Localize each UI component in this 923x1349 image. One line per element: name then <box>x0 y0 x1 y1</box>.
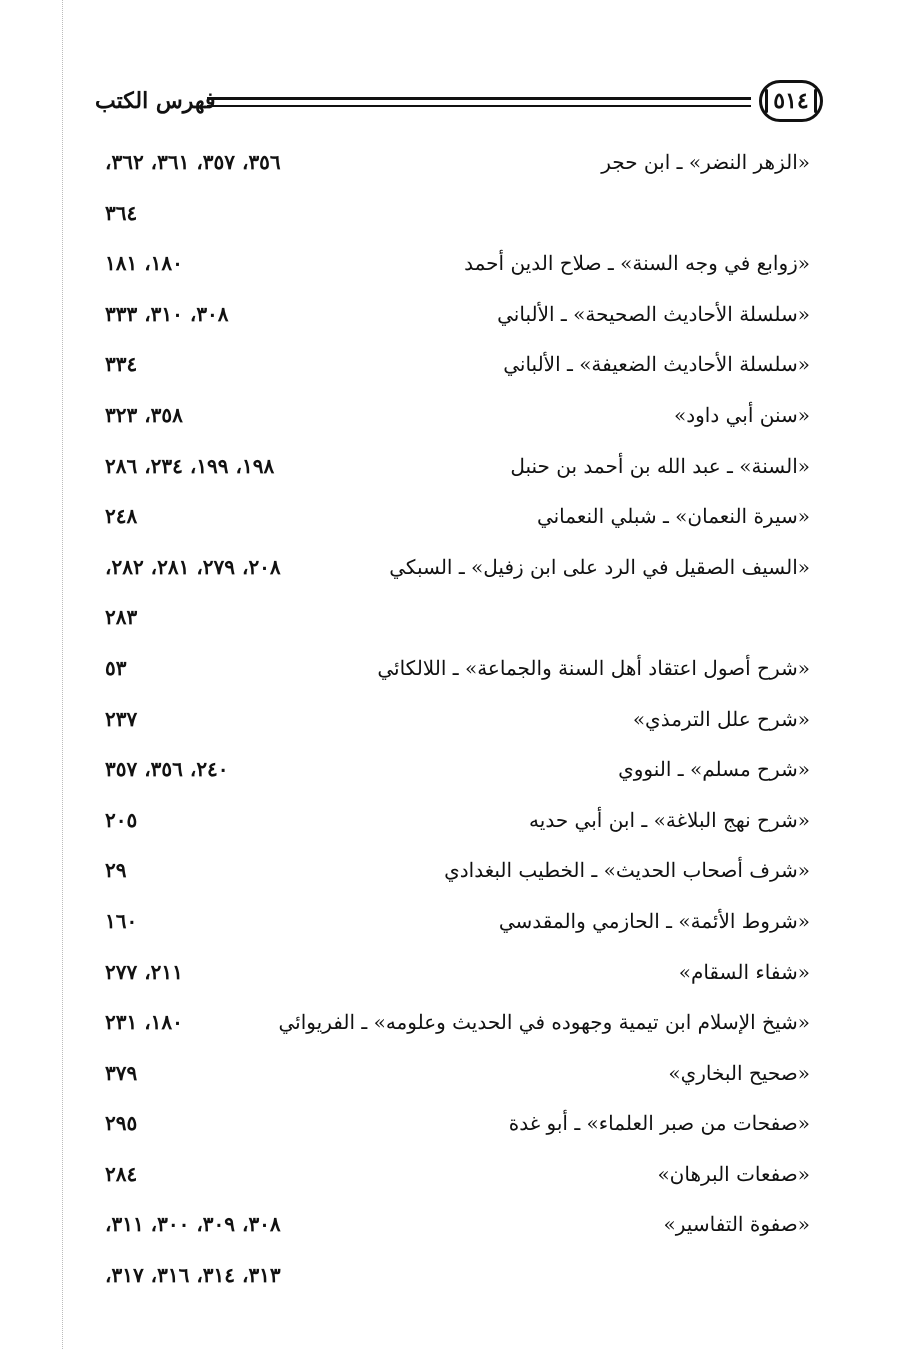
entry-pages: ٥٣ <box>105 655 127 680</box>
entry-title: «شرف أصحاب الحديث» ـ الخطيب البغدادي <box>444 858 810 883</box>
entry-title: «صفحات من صبر العلماء» ـ أبو غدة <box>508 1111 810 1136</box>
index-entry <box>95 494 810 545</box>
index-entry <box>95 191 810 242</box>
entry-pages: ١٩٨، ١٩٩، ٢٣٤، ٢٨٦ <box>105 453 275 478</box>
scan-margin-line <box>62 0 63 1349</box>
index-entry <box>95 848 810 899</box>
index-entry <box>95 140 810 191</box>
entry-title: «شروط الأئمة» ـ الحازمي والمقدسي <box>498 908 810 933</box>
index-entry <box>95 899 810 950</box>
entry-pages: ٣٠٨، ٣١٠، ٣٣٣ <box>105 301 229 326</box>
entry-title: «صفعات البرهان» <box>657 1161 810 1186</box>
entry-title: «السيف الصقيل في الرد على ابن زفيل» ـ السبكي <box>389 554 810 579</box>
index-entry <box>95 342 810 393</box>
entry-title: «سلسلة الأحاديث الضعيفة» ـ الألباني <box>503 352 810 377</box>
entry-pages: ٢٤٠، ٣٥٦، ٣٥٧ <box>105 757 229 782</box>
index-entry <box>95 1000 810 1051</box>
running-title: فهرس الكتب <box>95 88 216 114</box>
entry-title: «شرح علل الترمذي» <box>632 706 810 731</box>
entry-title: «شرح نهج البلاغة» ـ ابن أبي حديه <box>529 807 810 832</box>
entry-title: «سلسلة الأحاديث الصحيحة» ـ الألباني <box>497 301 810 326</box>
index-entry <box>95 241 810 292</box>
entry-pages: ٣٥٦، ٣٥٧، ٣٦١، ٣٦٢، <box>105 150 281 174</box>
index-entry <box>95 292 810 343</box>
entry-pages: ٣٧٩ <box>105 1060 138 1085</box>
entry-title: «شرح أصول اعتقاد أهل السنة والجماعة» ـ اللالكائي <box>377 655 810 680</box>
entry-title: «السنة» ـ عبد الله بن أحمد بن حنبل <box>510 453 810 478</box>
index-entry <box>95 1101 810 1152</box>
entry-pages: ٢٨٤ <box>105 1161 138 1186</box>
page-number-badge <box>759 80 823 122</box>
index-entry-list <box>95 140 810 1304</box>
index-entry <box>95 393 810 444</box>
entry-pages: ٢٠٥ <box>105 807 138 832</box>
index-entry <box>95 646 810 697</box>
entry-pages: ٣٥٨، ٣٢٣ <box>105 402 183 427</box>
index-entry <box>95 1202 810 1253</box>
entry-pages: ٣٦٤ <box>105 200 138 225</box>
page-number: ٥١٤ <box>773 88 809 114</box>
index-entry <box>95 545 810 596</box>
entry-pages: ١٦٠ <box>105 908 138 933</box>
entry-pages: ٢٤٨ <box>105 504 138 529</box>
entry-pages: ٣٠٨، ٣٠٩، ٣٠٠، ٣١١، <box>105 1212 281 1237</box>
entry-pages: ٢١١، ٢٧٧ <box>105 959 183 984</box>
entry-title: «الزهر النضر» ـ ابن حجر <box>601 150 810 174</box>
entry-title: «شيخ الإسلام ابن تيمية وجهوده في الحديث وعلومه» ـ الفريوائي <box>278 1010 810 1035</box>
entry-title: «سيرة النعمان» ـ شبلي النعماني <box>536 504 810 529</box>
index-entry <box>95 1051 810 1102</box>
entry-pages: ٣١٣، ٣١٤، ٣١٦، ٣١٧، <box>105 1263 281 1288</box>
entry-pages: ٢٠٨، ٢٧٩، ٢٨١، ٢٨٢، <box>105 554 281 579</box>
index-entry <box>95 444 810 495</box>
index-entry <box>95 697 810 748</box>
entry-title: «زوابع في وجه السنة» ـ صلاح الدين أحمد <box>464 251 810 276</box>
index-entry <box>95 1253 810 1304</box>
entry-pages: ١٨٠، ٢٣١ <box>105 1010 183 1035</box>
entry-title: «صحيح البخاري» <box>668 1060 810 1085</box>
entry-title: «سنن أبي داود» <box>673 402 810 427</box>
entry-title: «شفاء السقام» <box>678 959 810 984</box>
header-double-rule <box>207 97 751 107</box>
index-entry <box>95 950 810 1001</box>
index-entry <box>95 798 810 849</box>
entry-pages: ٢٨٣ <box>105 605 138 630</box>
entry-pages: ٢٩ <box>105 858 127 883</box>
index-entry <box>95 1152 810 1203</box>
entry-pages: ٣٣٤ <box>105 352 138 377</box>
entry-pages: ٢٩٥ <box>105 1111 138 1136</box>
index-entry <box>95 595 810 646</box>
entry-pages: ٢٣٧ <box>105 706 138 731</box>
entry-title: «شرح مسلم» ـ النووي <box>618 757 810 782</box>
page-header <box>95 80 823 126</box>
index-entry <box>95 747 810 798</box>
entry-title: «صفوة التفاسير» <box>663 1212 810 1237</box>
entry-pages: ١٨٠، ١٨١ <box>105 251 183 276</box>
